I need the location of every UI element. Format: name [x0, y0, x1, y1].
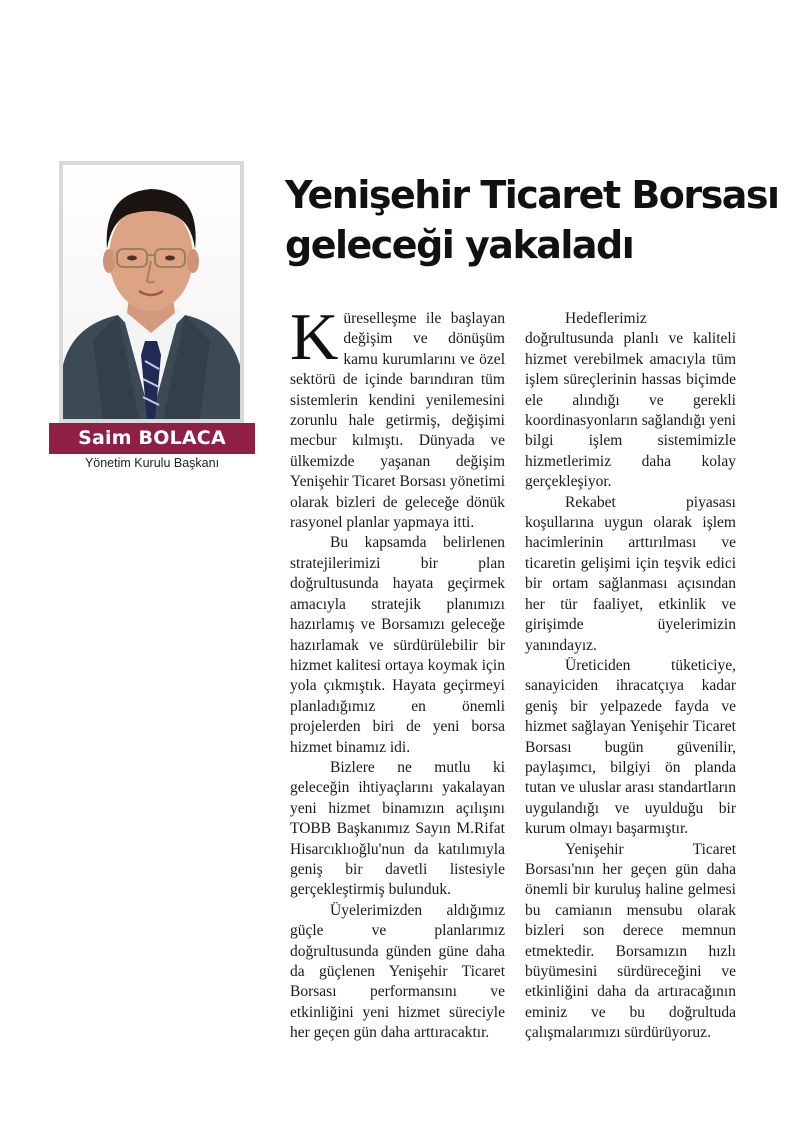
- person-title: Yönetim Kurulu Başkanı: [84, 456, 220, 470]
- article-paragraph: Bu kapsamda belirlenen stratejilerimizi bir plan doğrultusunda hayata geçirmek amacıyla stratejik planımızı hazırlamış ve Borsamızı geleceğe hazırlamak ve sürdürülebilir bir hizmet kalitesi ortaya koymak için yola çıkmıştık. Hayata geçirmeyi planladığımız en önemli projelerden biri de yeni borsa hizmet binamız idi.: [290, 534, 505, 756]
- article-paragraph: Küreselleşme ile başlayan değişim ve dönüşüm kamu kurumlarını ve özel sektörü de içinde barındıran tüm sistemlerin kendini yenilemesini zorunlu hale getirmiş, değişimi mecbur kılmıştı. Dünyada ve ülkemizde yaşanan değişim Yenişehir Ticaret Borsası yönetimi olarak bizleri de geleceğe dönük rasyonel planlar yapmaya itti.: [290, 300, 505, 532]
- article-paragraph: Üyelerimizden aldığımız güçle ve planlarımız doğrultusunda günden güne daha da güçlenen Yenişehir Ticaret Borsası performansını ve etkinliğini yeni hizmet süreciyle her geçen gün daha arttıracaktır.: [290, 901, 505, 1042]
- article-column-left: [290, 300, 505, 1044]
- article-paragraph: Rekabet piyasası koşullarına uygun olarak işlem hacimlerinin arttırılması ve ticaretin gelişimi için teşvik edici bir ortam sağlanması açısından her tür faaliyet, etkinlik ve girişimde üyelerimizin yanındayız.: [525, 493, 736, 654]
- person-name-banner: [49, 423, 255, 454]
- article-paragraph: Üreticiden tüketiciye, sanayiciden ihracatçıya kadar geniş bir yelpazede fayda ve hizmet sağlayan Yenişehir Ticaret Borsası bugün güvenilir, paylaşımcı, bilgiyi ön planda tutan ve uluslar arası standartların uygulandığı ve uyulduğu bir kurum olmayı başarmıştır.: [525, 656, 736, 838]
- headline-line-1: Yenişehir Ticaret Borsası: [285, 173, 779, 217]
- headline-line-2: geleceği yakaladı: [285, 223, 634, 267]
- article-column-right: [525, 309, 736, 1044]
- person-name: Saim BOLACA: [78, 427, 226, 449]
- article-paragraph: Hedeflerimiz doğrultusunda planlı ve kaliteli hizmet verebilmek amacıyla tüm işlem süreçlerinin hassas biçimde ele alındığı ve gerekli koordinasyonların sağlandığı yeni bilgi işlem sistemimizle hizmetlerimiz daha kolay gerçekleşiyor.: [525, 310, 736, 491]
- article-headline: [285, 170, 785, 270]
- drop-cap: K: [290, 300, 339, 374]
- article-paragraph: Yenişehir Ticaret Borsası'nın her geçen gün daha önemli bir kuruluş haline gelmesi bu camianın mensubu olarak bizleri son derece memnun etmektedir. Borsamızın hızlı büyümesini sürdüreceğini ve etkinliğini daha da artıracağının eminiz ve bu doğrultuda çalışmalarımızı sürdürüyoruz.: [525, 840, 736, 1042]
- portrait-illustration: [63, 165, 240, 419]
- portrait-photo: [59, 161, 244, 423]
- article-paragraph: Bizlere ne mutlu ki geleceğin ihtiyaçlarını yakalayan yeni hizmet binamızın açılışını TOBB Başkanımız Sayın M.Rifat Hisarcıklıoğlu'nun da katılımıyla geniş bir davetli listesiyle gerçekleştirmiş bulunduk.: [290, 758, 505, 899]
